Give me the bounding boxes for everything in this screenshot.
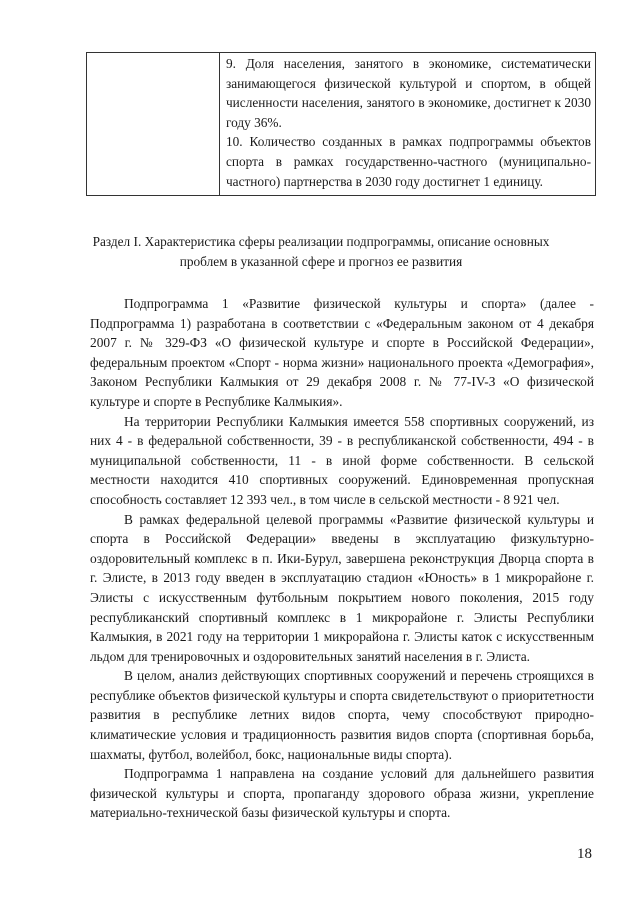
paragraph: Подпрограмма 1 «Развитие физической культуры и спорта» (далее - Подпрограмма 1) разработана в соответствии с «Федеральным законом от 4 декабря 2007 г. № 329-ФЗ «О физической культуре и спорте в Российской Федерации», федеральным проектом «Спорт - норма жизни» национального проекта «Демография», Законом Республики Калмыкия от 29 декабря 2008 г. № 77-IV-З «О физической культуре и спорте в Республике Калмыкия». (90, 296, 594, 409)
table-empty-cell (87, 53, 220, 196)
paragraph: На территории Республики Калмыкия имеется 558 спортивных сооружений, из них 4 - в федеральной собственности, 39 - в республиканской собственности, 494 - в муниципальной собственности, 11 - в иной форме собственности. В сельской местности находится 410 спортивных сооружений. Единовременная пропускная способность составляет 12 393 чел., в том числе в сельской местности - 8 921 чел. (90, 413, 594, 507)
body-text (90, 294, 594, 823)
indicator-item: 10. Количество созданных в рамках подпрограммы объектов спорта в рамках государственно-частного (муниципально-частного) партнерства в 2030 году достигнет 1 единицу. (226, 134, 591, 189)
paragraph: Подпрограмма 1 направлена на создание условий для дальнейшего развития физической культуры и спорта, пропаганду здорового образа жизни, укрепление материально-технической базы физической культуры и спорта. (90, 766, 594, 821)
page-number: 18 (577, 846, 592, 862)
section-title: Раздел I. Характеристика сферы реализации подпрограммы, описание основных проблем в указанной сфере и прогноз ее развития (92, 234, 550, 269)
indicators-table (86, 52, 596, 196)
table-row (87, 53, 596, 196)
indicator-item: 9. Доля населения, занятого в экономике, систематически занимающегося физической культурой и спортом, в общей численности населения, занятого в экономике, достигнет к 2030 году 36%. (226, 56, 591, 130)
table-text-cell (220, 53, 596, 196)
paragraph: В целом, анализ действующих спортивных сооружений и перечень строящихся в республике объектов физической культуры и спорта свидетельствуют о приоритетности развития в республике летних видов спорта, чему способствуют природно-климатические условия и традиционность развития видов спорта (спортивная борьба, шахматы, футбол, волейбол, бокс, национальные виды спорта). (90, 668, 594, 762)
paragraph: В рамках федеральной целевой программы «Развитие физической культуры и спорта в Российской Федерации» введены в эксплуатацию физкультурно-оздоровительный комплекс в п. Ики-Бурул, завершена реконструкция Дворца спорта в г. Элисте, в 2013 году введен в эксплуатацию стадион «Юность» в 1 микрорайоне г. Элисты с искусственным футбольным покрытием нового поколения, 2015 году республиканский спортивный комплекс в 1 микрорайоне г. Элисты Республики Калмыкия, в 2021 году на территории 1 микрорайона г. Элисты каток с искусственным льдом для тренировочных и оздоровительных занятий населения в г. Элиста. (90, 511, 594, 664)
